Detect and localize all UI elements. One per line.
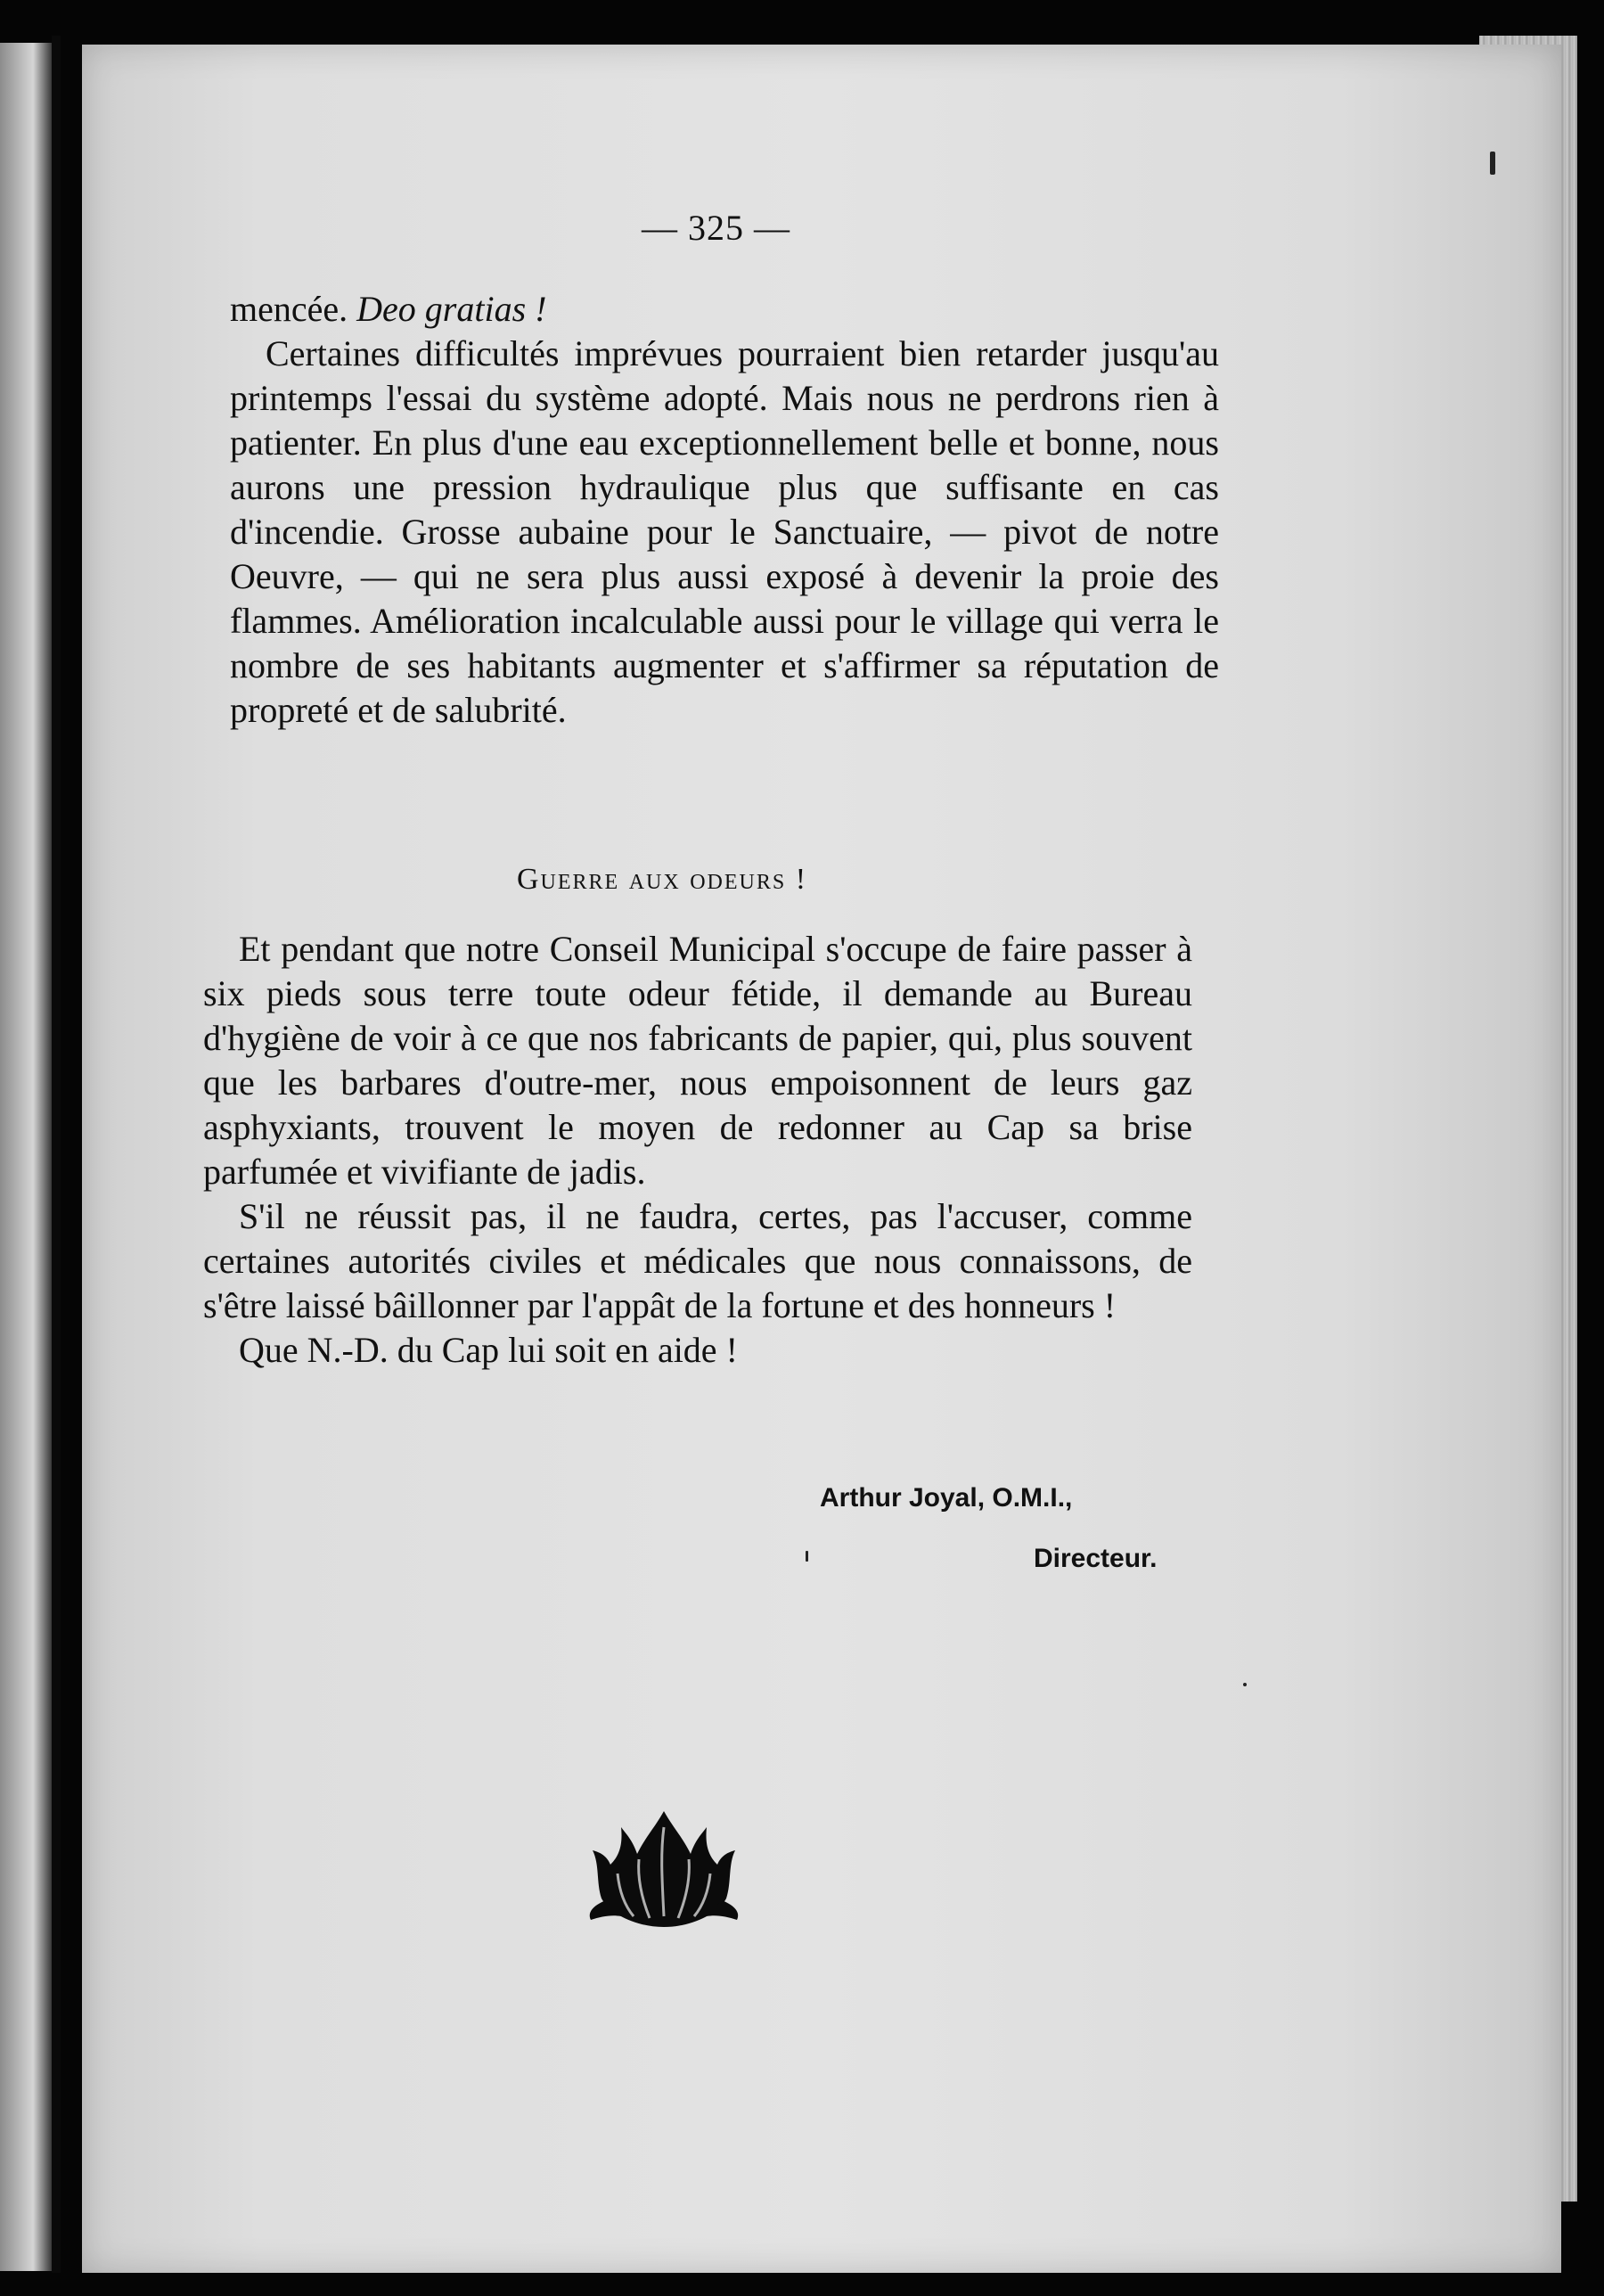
flame-ornament-icon [584, 1800, 744, 1934]
scan-speck [1243, 1683, 1247, 1686]
page-number: — 325 — [642, 208, 790, 248]
section-heading: Guerre aux odeurs ! [517, 863, 808, 896]
intro-plain-text: mencée. [230, 289, 357, 329]
intro-italic-text: Deo gratias ! [356, 289, 547, 329]
intro-paragraph: Certaines difficultés imprévues pourraient bien retarder jusqu'au printemps l'essai du système adopté. Mais nous ne perdrons rien à patienter. En plus d'une eau exceptionnellement belle et bonne, nous aurons une pression hydraulique plus que suffisante en cas d'incendie. Grosse aubaine pour le Sanctuaire, — pivot de notre Oeuvre, — qui ne sera plus aussi exposé à devenir la proie des flammes. Amélioration incalculable aussi pour le village qui verra le nombre de ses habitants augmenter et s'affirmer sa réputation de propreté et de salubrité. [230, 333, 1219, 730]
scan-speck [1490, 152, 1495, 175]
signature-name: Arthur Joyal, O.M.I., [820, 1483, 1073, 1513]
section-paragraph-1: Et pendant que notre Conseil Municipal s'occupe de faire passer à six pieds sous terre toute odeur fétide, il demande au Bureau d'hygiène de voir à ce que nos fabricants de papier, qui, plus souvent que les barbares d'outre-mer, nous empoisonnent de leurs gaz asphyxiants, trouvent le moyen de redonner au Cap sa brise parfumée et vivifiante de jadis. [203, 929, 1192, 1192]
scan-speck [806, 1551, 808, 1562]
section-body [203, 927, 1192, 1373]
section-paragraph-3: Que N.-D. du Cap lui soit en aide ! [239, 1330, 738, 1370]
intro-first-line [230, 287, 1219, 332]
section-paragraph-2: S'il ne réussit pas, il ne faudra, certes, pas l'accuser, comme certaines autorités civiles et médicales que nous connaissons, de s'être laissé bâillonner par l'appât de la fortune et des honneurs ! [203, 1196, 1192, 1325]
signature-title: Directeur. [1034, 1544, 1158, 1573]
intro-text [230, 287, 1219, 733]
left-page-edge [0, 43, 55, 2271]
binding-gutter [52, 36, 61, 2273]
